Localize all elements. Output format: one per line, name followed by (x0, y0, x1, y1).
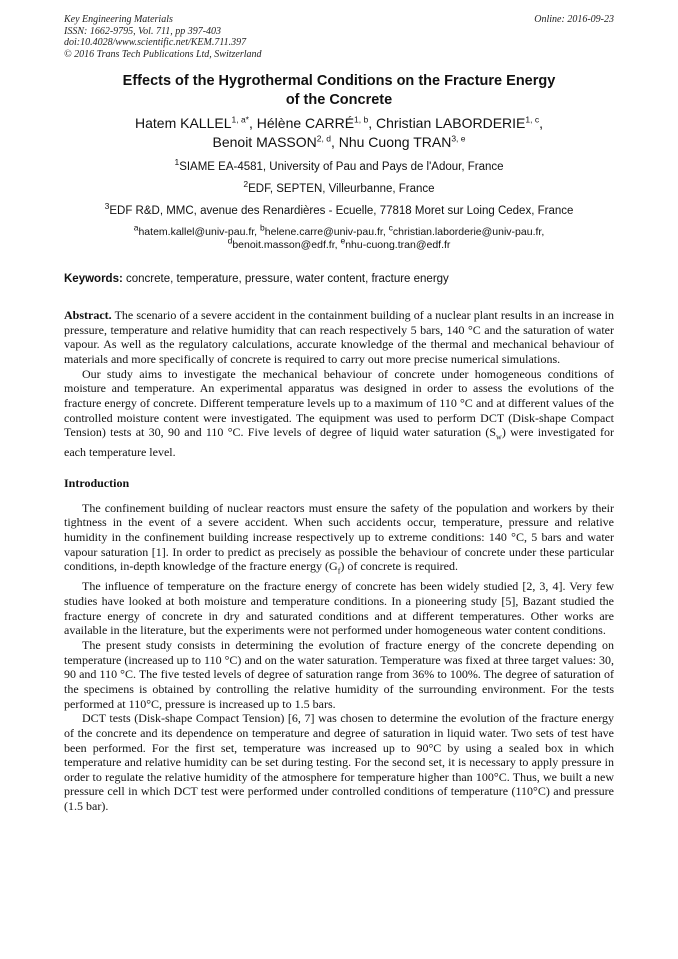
issn-line: ISSN: 1662-9795, Vol. 711, pp 397-403 (64, 25, 222, 37)
affiliation-text: SIAME EA-4581, University of Pau and Pays de l'Adour, France (179, 161, 504, 173)
title-line-1: Effects of the Hygrothermal Conditions on the Fracture Energy (122, 73, 556, 89)
author-sep: , (249, 115, 257, 131)
intro-paragraph-2: The influence of temperature on the fracture energy of concrete has been widely studied [2, 3, 4]. Very few studies have looked at both moisture and temperature conditions. In a pioneering study [5], Bazant studied the fracture energy of concrete in dry and saturated conditions and at different temperatures. Other works are available in the literature, but the experiments were not performed under homogeneous water content conditions. (64, 579, 614, 638)
email-sup: c (388, 222, 393, 233)
subscript: w (496, 432, 502, 442)
affiliation-2 (64, 179, 614, 196)
abstract-section (64, 308, 614, 460)
author-name: Christian LABORDERIE (376, 115, 526, 131)
affiliation-text: EDF R&D, MMC, avenue des Renardières - Ecuelle, 77818 Moret sur Loing Cedex, France (109, 205, 574, 217)
email-list (64, 222, 614, 252)
subscript: f (337, 566, 341, 576)
copyright-line: © 2016 Trans Tech Publications Ltd, Switzerland (64, 48, 262, 60)
author-list (64, 114, 614, 152)
paper-title (64, 72, 614, 110)
author-sup: 3, e (451, 133, 466, 144)
affiliation-1 (64, 157, 614, 174)
affiliation-num: 3 (104, 201, 110, 212)
introduction-section (64, 476, 614, 814)
author-sep: , (368, 115, 377, 131)
keywords (64, 272, 614, 286)
email-sup: e (340, 235, 346, 246)
email-line-1 (64, 222, 614, 239)
email-sup: b (260, 222, 265, 233)
author-line-2 (64, 133, 614, 152)
author-name: Hatem KALLEL (135, 115, 232, 131)
abstract-text: Our study aims to investigate the mechanical behaviour of concrete under homogeneous conditions of moisture and temperature. An experimental apparatus was designed in order to assess the evolutions of the fracture energy of concrete. Different temperature levels up to a maximum of 110 °C and at different values of the controlled moisture content were investigated. The equipment was used to perform DCT (Disk-shape Compact Tension) tests at 30, 90 and 110 °C. Five levels of degree of liquid water saturation (S (64, 366, 614, 440)
email-link[interactable]: christian.laborderie@univ-pau.fr, (392, 226, 545, 238)
email-link[interactable]: hatem.kallel@univ-pau.fr, (138, 226, 261, 238)
intro-paragraph-3: The present study consists in determining the evolution of fracture energy of the concrete depending on temperature (increased up to 110 °C) and on the water saturation. Temperature was fixed at three target values: 30, 90 and 110 °C. The five tested levels of degree of saturation range from 36% to 100%. The degree of saturation of the specimens is obtained by controlling the relative humidity of the surrounding environment. For the tests performed at 110°C, pressure is increased up to 1.5 bars. (64, 637, 614, 711)
email-link[interactable]: benoit.masson@edf.fr, (232, 239, 341, 251)
keywords-label: Keywords: (64, 273, 123, 285)
author-name: Hélène CARRÉ (256, 115, 355, 131)
affiliation-num: 2 (243, 179, 249, 190)
abstract-label: Abstract. (64, 308, 112, 322)
email-line-2 (64, 235, 614, 252)
online-date: Online: 2016-09-23 (534, 14, 614, 25)
author-sep: , (539, 115, 543, 131)
section-heading: Introduction (64, 475, 130, 490)
email-link[interactable]: helene.carre@univ-pau.fr, (264, 226, 389, 238)
affiliation-num: 1 (174, 157, 180, 168)
journal-header (64, 14, 614, 60)
author-sup: 1, a* (231, 114, 249, 125)
author-name: Nhu Cuong TRAN (338, 134, 452, 150)
abstract-text: The scenario of a severe accident in the containment building of a nuclear plant results in an increase in pressure, temperature and relative humidity that can reach respectively 5 bars, 140 °C and the saturation of water vapour. As well as the regulatory calculations, accurate knowledge of the thermal and mechanical behaviour of materials and more specifically of concrete is required to carry out more precise numerical simulations. (64, 308, 614, 366)
author-name: Benoit MASSON (212, 134, 317, 150)
title-line-2: of the Concrete (285, 92, 393, 108)
author-sup: 1, b (354, 114, 369, 125)
abstract-text: ) were investigated for each temperature level. (64, 425, 614, 460)
email-link[interactable]: nhu-cuong.tran@edf.fr (345, 239, 451, 251)
affiliation-3 (64, 201, 614, 218)
paragraph-text: ) of concrete is required. (340, 559, 458, 574)
abstract-paragraph-1 (64, 308, 614, 367)
doi-line: doi:10.4028/www.scientific.net/KEM.711.397 (64, 37, 247, 48)
intro-paragraph-4: DCT tests (Disk-shape Compact Tension) [6, 7] was chosen to determine the evolution of the fracture energy of the concrete and its dependence on temperature and degree of saturation in liquid water. Two sets of test have been performed. For the first set, temperature was increased up to 90°C by using a sealed box in which temperature and relative humidity can be set during testing. For the second set, it is necessary to apply pressure in order to regulate the relative humidity of the atmosphere for temperature higher than 100°C. Thus, we built a new pressure cell in which DCT test were performed under controlled conditions of temperature (110°C) and pressure (1.5 bar). (64, 711, 614, 814)
author-sup: 1, c (525, 114, 540, 125)
journal-name: Key Engineering Materials (64, 14, 173, 25)
abstract-paragraph-2 (64, 367, 614, 460)
author-sup: 2, d (316, 133, 331, 144)
email-sup: a (133, 222, 139, 233)
intro-paragraph-1 (64, 501, 614, 580)
author-line-1 (64, 114, 614, 133)
author-sep: , (330, 134, 339, 150)
email-sup: d (227, 235, 233, 246)
affiliation-text: EDF, SEPTEN, Villeurbanne, France (248, 183, 435, 195)
paragraph-text: The confinement building of nuclear reactors must ensure the safety of the population and workers by their tightness in the event of a severe accident. When such accidents occur, temperature, pressure and relative humidity in the confinement building increase respectively up to extreme conditions: 140 °C, 5 bars and water vapour saturation [1]. In order to predict as precisely as possible the behaviour of concrete under these particular conditions, in-depth knowledge of the fracture energy (G (64, 500, 614, 574)
keywords-text: concrete, temperature, pressure, water content, fracture energy (126, 273, 449, 285)
